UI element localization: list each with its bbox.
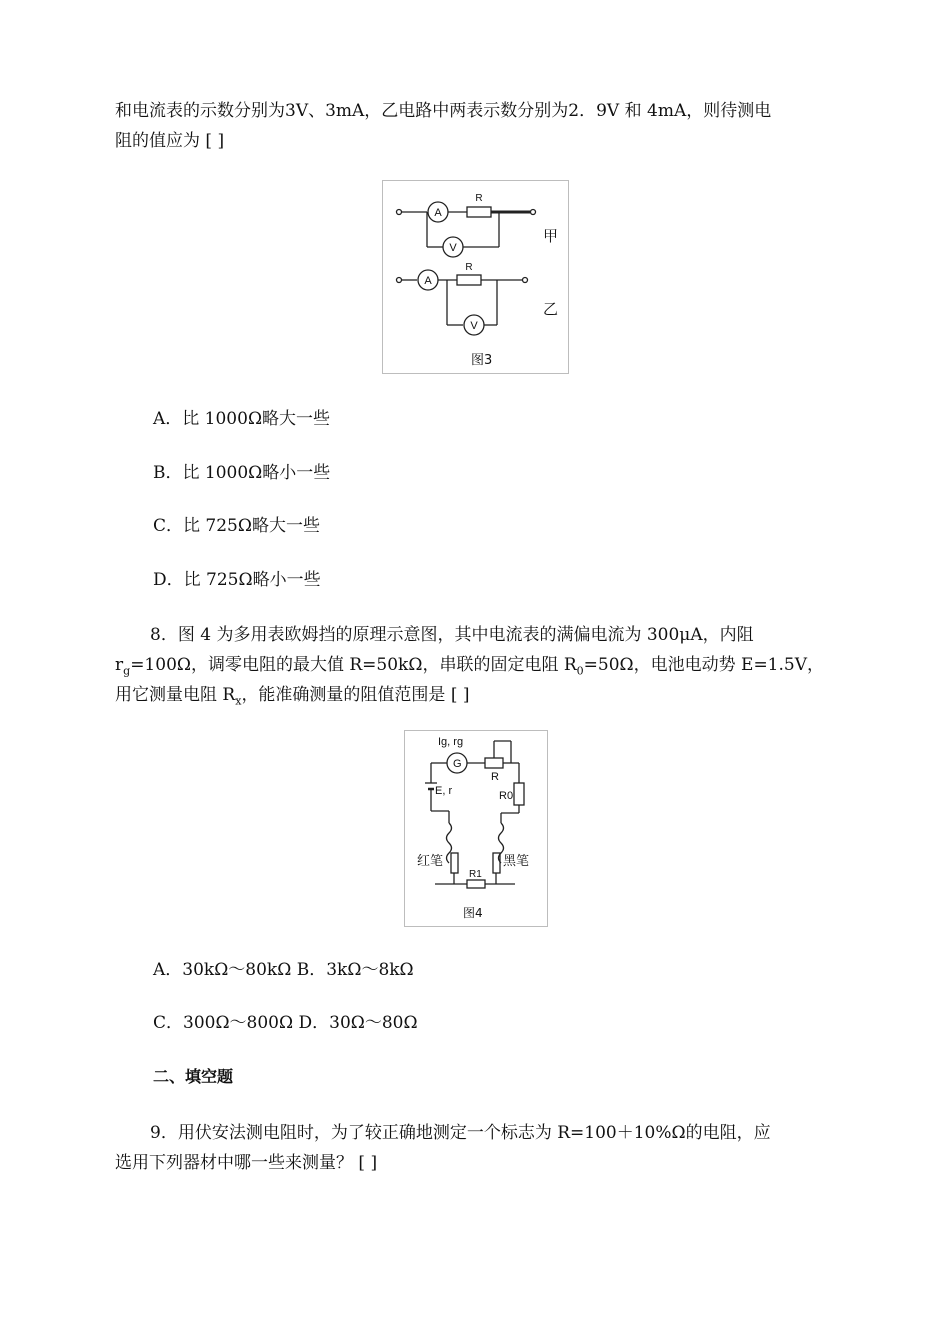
fig3-ammeter-1: A: [434, 207, 442, 219]
q8-line1: 8．图 4 为多用表欧姆挡的原理示意图，其中电流表的满偏电流为 300μA，内阻: [150, 625, 754, 645]
fig3-voltmeter-2: V: [470, 320, 478, 332]
q8-line2: $r_g=100\Omega$，调零电阻的最大值 R=50kΩ，串联的固定电阻 $R_0=50\Omega$，电池电动势 E=1.5V，: [115, 655, 824, 678]
fig4-caption: 图4: [463, 906, 483, 920]
fig3-label-yi: 乙: [543, 300, 559, 318]
fig3-voltmeter-1: V: [449, 242, 457, 254]
q7-option-b: B．比 1000Ω略小一些: [153, 463, 331, 483]
fig4-r: R: [491, 771, 499, 783]
q7-option-a: A．比 1000Ω略大一些: [153, 409, 331, 429]
q7-option-d: D．比 725Ω略小一些: [153, 570, 321, 590]
q8-options-row1: A．30kΩ～80kΩ B．3kΩ～8kΩ: [153, 960, 414, 980]
q9-line1: 9．用伏安法测电阻时，为了较正确地测定一个标志为 R=100＋10%Ω的电阻，应: [150, 1123, 771, 1143]
q8-options-row2: C．300Ω～800Ω D．30Ω～80Ω: [153, 1013, 418, 1033]
fig4-ig-rg: Ig, rg: [438, 736, 464, 748]
figure-3-circuit: [383, 181, 568, 373]
q7-stem-line1: 和电流表的示数分别为3V、3mA，乙电路中两表示数分别为2．9V 和 4mA，则待测电: [115, 101, 772, 121]
q8-line3: 用它测量电阻 $R_x$，能准确测量的阻值范围是 [ ]: [115, 685, 470, 708]
fig3-r-label-2: R: [465, 262, 473, 273]
fig4-black-probe: 黑笔: [503, 854, 530, 869]
fig4-r0: R0: [499, 790, 514, 802]
figure-4-circuit: [405, 731, 547, 926]
q9-line2: 选用下列器材中哪一些来测量？ [ ]: [115, 1153, 378, 1173]
q7-stem-line2: 阻的值应为 [ ]: [115, 131, 225, 151]
fig4-r1: R1: [469, 869, 482, 880]
section-heading: 二、填空题: [153, 1067, 234, 1086]
fig4-g: G: [453, 758, 462, 770]
figure-4: [404, 730, 548, 927]
fig3-ammeter-2: A: [424, 275, 432, 287]
fig3-r-label-1: R: [475, 193, 483, 204]
q7-option-c: C．比 725Ω略大一些: [153, 516, 320, 536]
fig3-label-jia: 甲: [543, 227, 559, 245]
fig3-caption: 图3: [471, 353, 493, 368]
fig4-red-probe: 红笔: [417, 854, 444, 869]
fig4-er: E, r: [435, 785, 453, 797]
figure-3: [382, 180, 569, 374]
